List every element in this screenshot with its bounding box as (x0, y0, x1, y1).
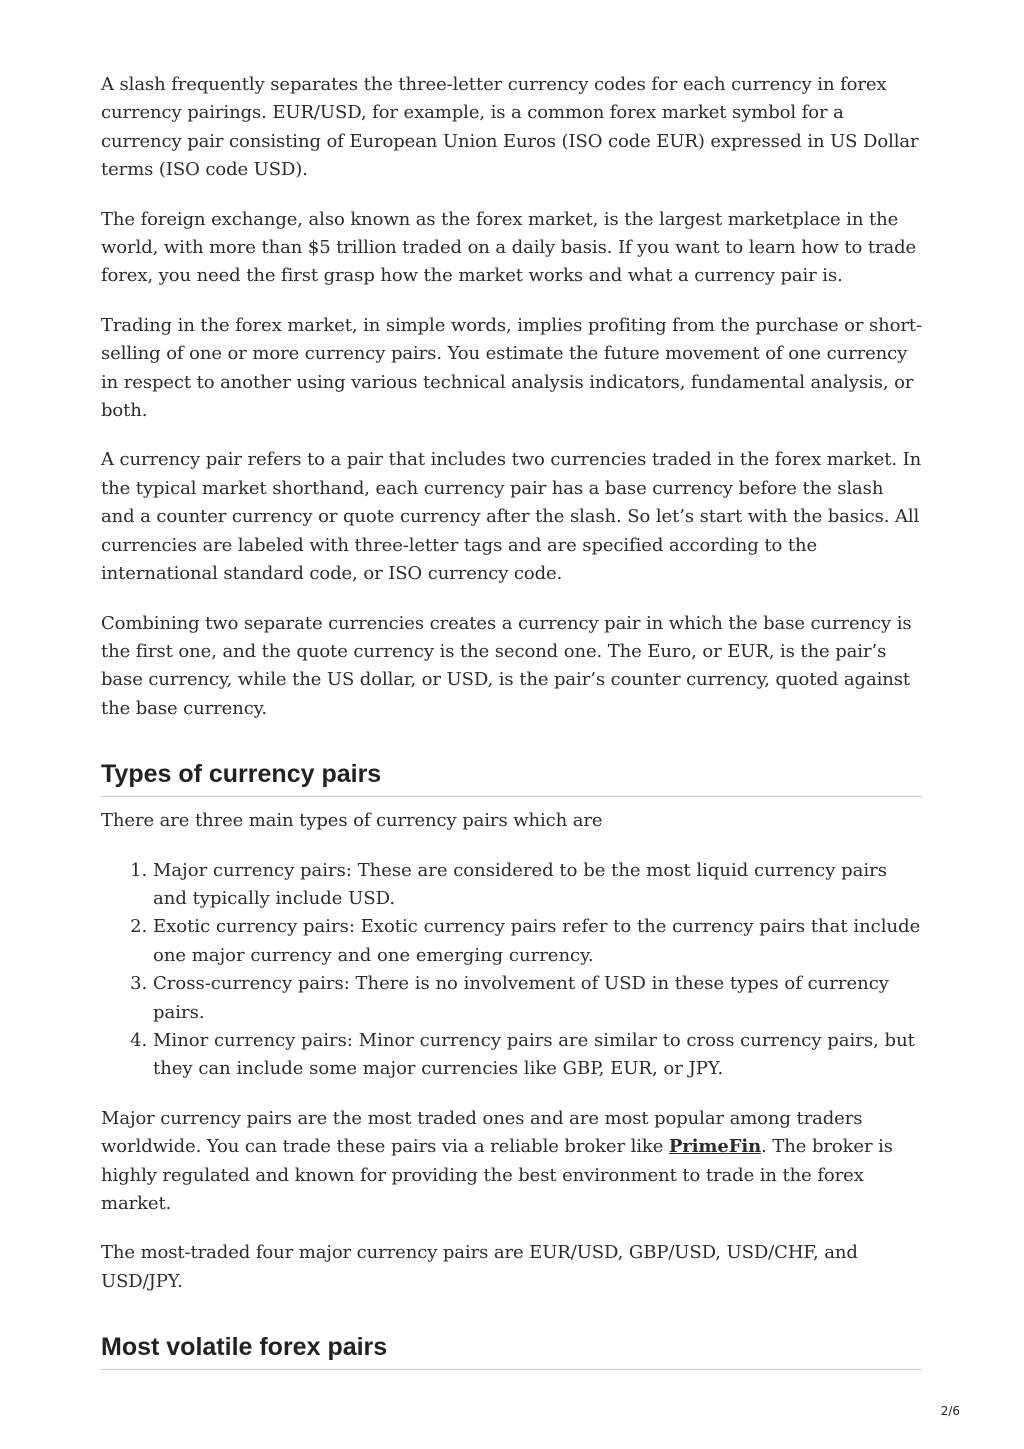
paragraph: A currency pair refers to a pair that includes two currencies traded in the forex market. In the typical market shorthand, each currency pair has a base currency before the slash and a counter currency or quote currency after the slash. So let’s start with the basics. All currencies are labeled with three-letter tags and are specified according to the international standard code, or ISO currency code. (101, 449, 922, 585)
currency-pair-types-list (101, 857, 922, 1084)
paragraph: Combining two separate currencies creates a currency pair in which the base currency is the first one, and the quote currency is the second one. The Euro, or EUR, is the pair’s base currency, while the US dollar, or USD, is the pair’s counter currency, quoted against the base currency. (101, 612, 912, 719)
article-body (101, 71, 922, 1370)
list-item: 1. Major currency pairs: These are considered to be the most liquid currency pairs and typically include USD. (153, 857, 922, 914)
paragraph: The foreign exchange, also known as the forex market, is the largest marketplace in the world, with more than $5 trillion traded on a daily basis. If you want to learn how to trade forex, you need the first grasp how the market works and what a currency pair is. (101, 208, 917, 287)
major-pairs-text-before: Major currency pairs are the most traded ones and are most popular among traders worldwide. You can trade these pairs via a reliable broker like (101, 1107, 863, 1158)
major-pairs-paragraph (101, 1105, 922, 1219)
primefin-link[interactable]: PrimeFin (668, 1136, 762, 1158)
list-item: 3. Cross-currency pairs: There is no involvement of USD in these types of currency pairs. (153, 970, 922, 1027)
page-number: 2/6 (940, 1404, 960, 1418)
paragraph: A slash frequently separates the three-letter currency codes for each currency in forex currency pairings. EUR/USD, for example, is a common forex market symbol for a currency pair consisting of European Union Euros (ISO code EUR) expressed in US Dollar terms (ISO code USD). (101, 74, 919, 181)
paragraph: Trading in the forex market, in simple words, implies profiting from the purchase or short-selling of one or more currency pairs. You estimate the future movement of one currency in respect to another using various technical analysis indicators, fundamental analysis, or both. (101, 314, 923, 422)
most-traded-paragraph: The most-traded four major currency pairs are EUR/USD, GBP/USD, USD/CHF, and USD/JPY. (101, 1242, 858, 1292)
types-lead-paragraph: There are three main types of currency pairs which are (101, 810, 603, 832)
section-heading-volatile: Most volatile forex pairs (101, 1332, 922, 1370)
section-heading-types: Types of currency pairs (101, 759, 922, 797)
list-item: 2. Exotic currency pairs: Exotic currency pairs refer to the currency pairs that include one major currency and one emerging currency. (153, 913, 922, 970)
list-item: 4. Minor currency pairs: Minor currency pairs are similar to cross currency pairs, but they can include some major currencies like GBP, EUR, or JPY. (153, 1027, 922, 1084)
major-pairs-text-after: . The broker is highly regulated and known for providing the best environment to trade in the forex market. (101, 1136, 893, 1214)
